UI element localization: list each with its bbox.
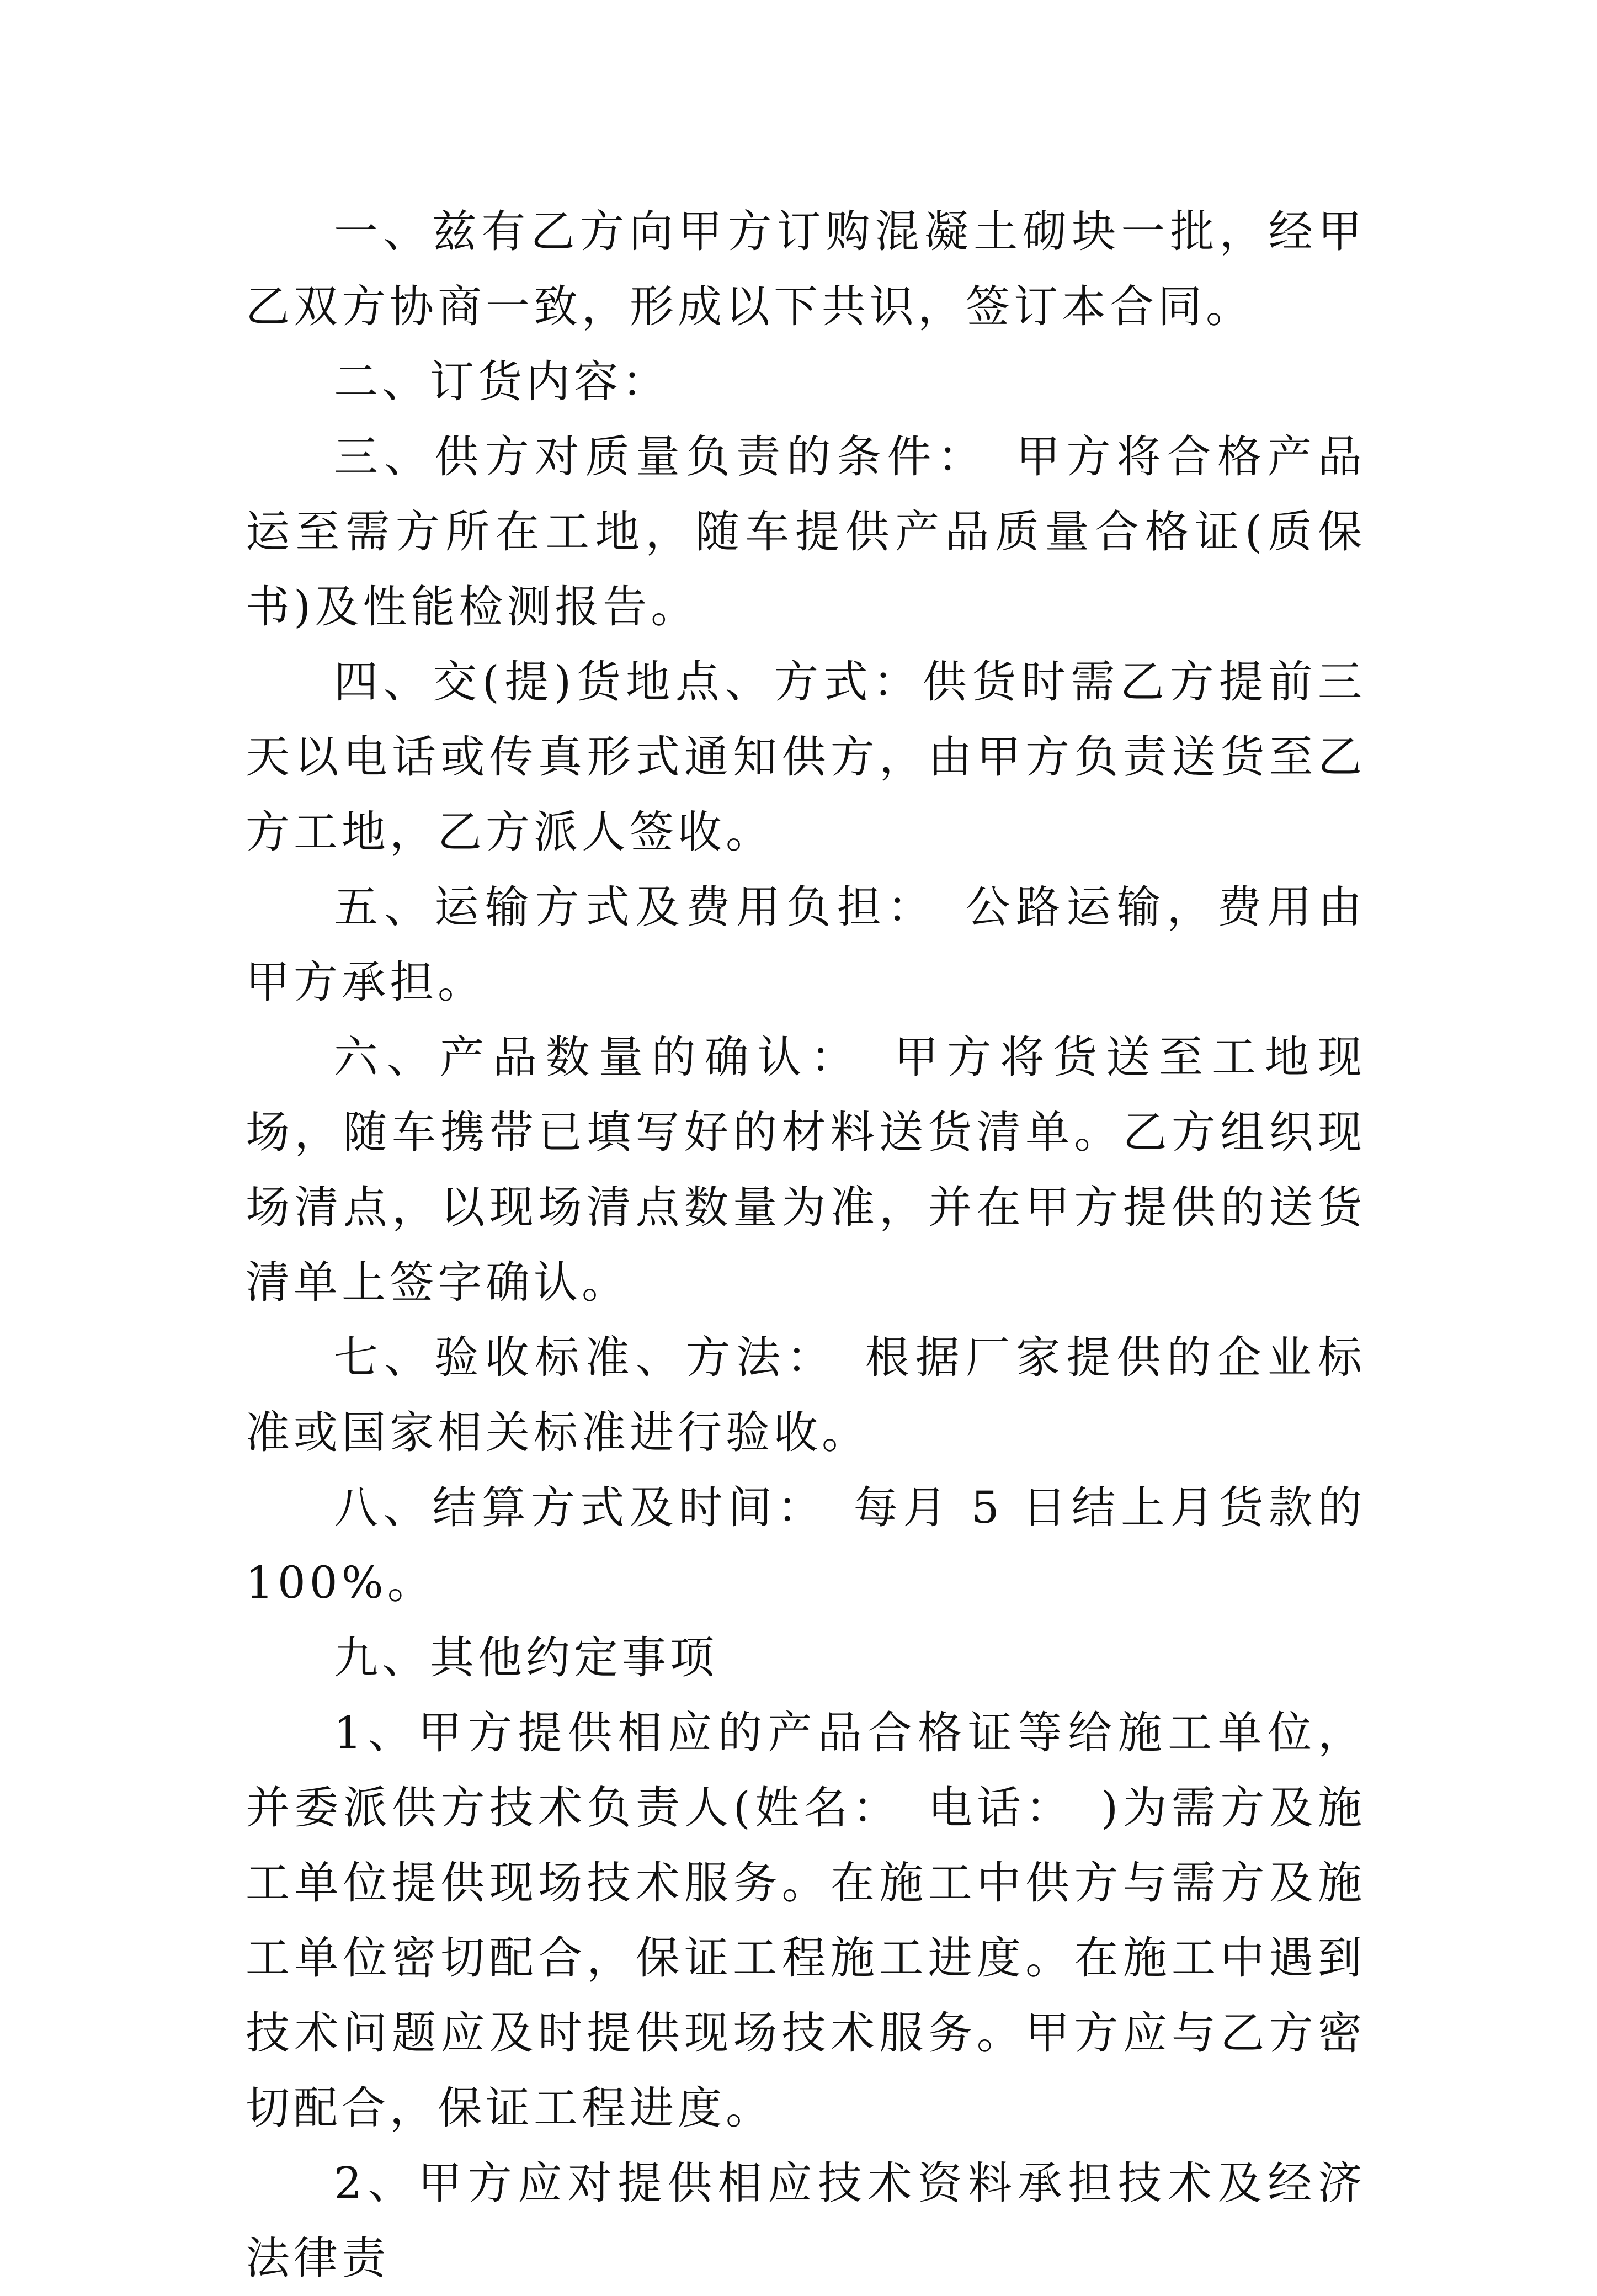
clause-3-paragraph: 三、供方对质量负责的条件： 甲方将合格产品运至需方所在工地，随车提供产品质量合格证(质保书)及性能检测报告。 <box>246 431 1366 633</box>
contract-body <box>246 194 1366 2296</box>
clause-9-item-2: 2、甲方应对提供相应技术资料承担技术及经济法律责 <box>246 2157 1366 2284</box>
clause-1-paragraph: 一、兹有乙方向甲方订购混凝土砌块一批，经甲乙双方协商一致，形成以下共识，签订本合同。 <box>246 206 1366 332</box>
clause-2-paragraph: 二、订货内容： <box>334 356 670 407</box>
clause-7-paragraph: 七、验收标准、方法： 根据厂家提供的企业标准或国家相关标准进行验收。 <box>246 1332 1366 1458</box>
clause-6-paragraph: 六、产品数量的确认： 甲方将货送至工地现场，随车携带已填写好的材料送货清单。乙方组织现场清点，以现场清点数量为准，并在甲方提供的送货清单上签字确认。 <box>246 1032 1366 1308</box>
clause-8-paragraph: 八、结算方式及时间： 每月 5 日结上月货款的 100%。 <box>246 1482 1366 1608</box>
clause-9-heading: 九、其他约定事项 <box>334 1632 718 1683</box>
clause-9-item-1: 1、甲方提供相应的产品合格证等给施工单位，并委派供方技术负责人(姓名： 电话： )为需方及施工单位提供现场技术服务。在施工中供方与需方及施工单位密切配合，保证工程施工进度。在施工中遇到技术问题应及时提供现场技术服务。甲方应与乙方密切配合，保证工程进度。 <box>246 1707 1366 2134</box>
clause-4-paragraph: 四、交(提)货地点、方式：供货时需乙方提前三天以电话或传真形式通知供方，由甲方负责送货至乙方工地，乙方派人签收。 <box>246 656 1366 858</box>
clause-5-paragraph: 五、运输方式及费用负担： 公路运输，费用由甲方承担。 <box>246 881 1366 1008</box>
